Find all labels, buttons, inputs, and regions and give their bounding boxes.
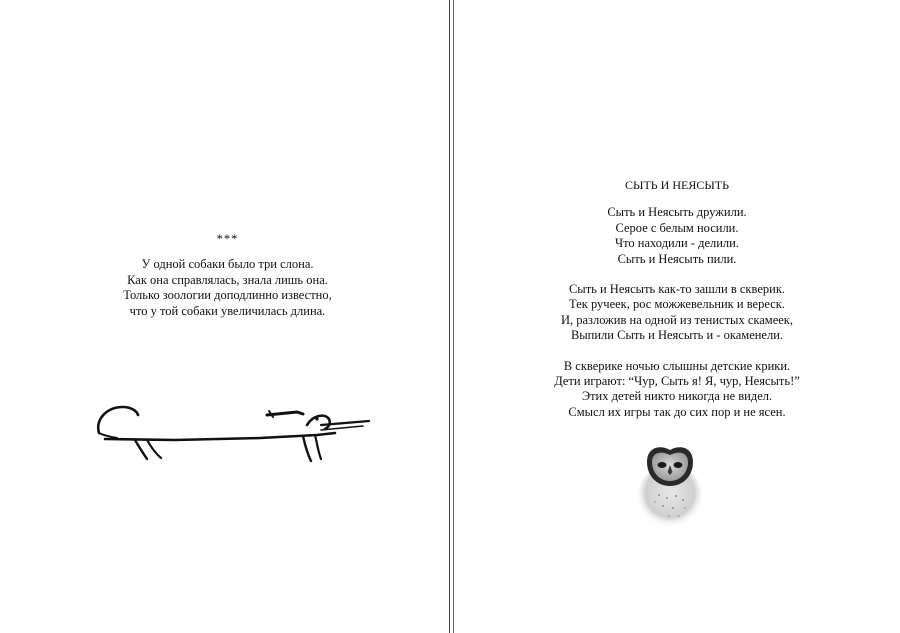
poem-line: Что находили - делили. xyxy=(615,236,739,251)
poem-line: В скверике ночью слышны детские крики. xyxy=(563,358,791,373)
poem-line: что у той собаки увеличилась длина. xyxy=(129,303,326,318)
right-page xyxy=(454,0,900,633)
poem-stanza xyxy=(454,205,900,267)
poem-stanza xyxy=(454,359,900,421)
poem-stanza xyxy=(454,282,900,344)
poem-line: Серое с белым носили. xyxy=(615,220,739,235)
owl-poem xyxy=(454,178,900,420)
poem-ornament: *** xyxy=(216,232,239,246)
poem-line: У одной собаки было три слона. xyxy=(141,257,314,272)
poem-line: Тек ручеек, рос можжевельник и вереск. xyxy=(569,297,785,312)
gutter-edge-left xyxy=(449,0,450,633)
poem-title: СЫТЬ И НЕЯСЫТЬ xyxy=(624,178,730,192)
poem-line: Сыть и Неясыть дружили. xyxy=(607,205,747,220)
poem-line: И, разложив на одной из тенистых скамеек, xyxy=(560,312,794,327)
poem-line: Выпили Сыть и Неясыть и - окаменели. xyxy=(570,328,784,343)
poem-line: Как она справлялась, знала лишь она. xyxy=(127,272,328,287)
poem-line: Только зоологии доподлинно известно, xyxy=(123,288,332,303)
poem-line: Дети играют: “Чур, Сыть я! Я, чур, Неясыть!” xyxy=(554,374,800,389)
left-page xyxy=(0,0,449,633)
dog-poem xyxy=(0,232,455,319)
poem-line: Сыть и Неясыть как-то зашли в скверик. xyxy=(568,282,786,297)
poem-line: Этих детей никто никогда не видел. xyxy=(581,389,773,404)
poem-line: Сыть и Неясыть пили. xyxy=(617,251,737,266)
poem-line: Смысл их игры так до сих пор и не ясен. xyxy=(568,404,786,419)
long-dog-drawing xyxy=(85,395,375,470)
owl-drawing xyxy=(629,440,711,530)
